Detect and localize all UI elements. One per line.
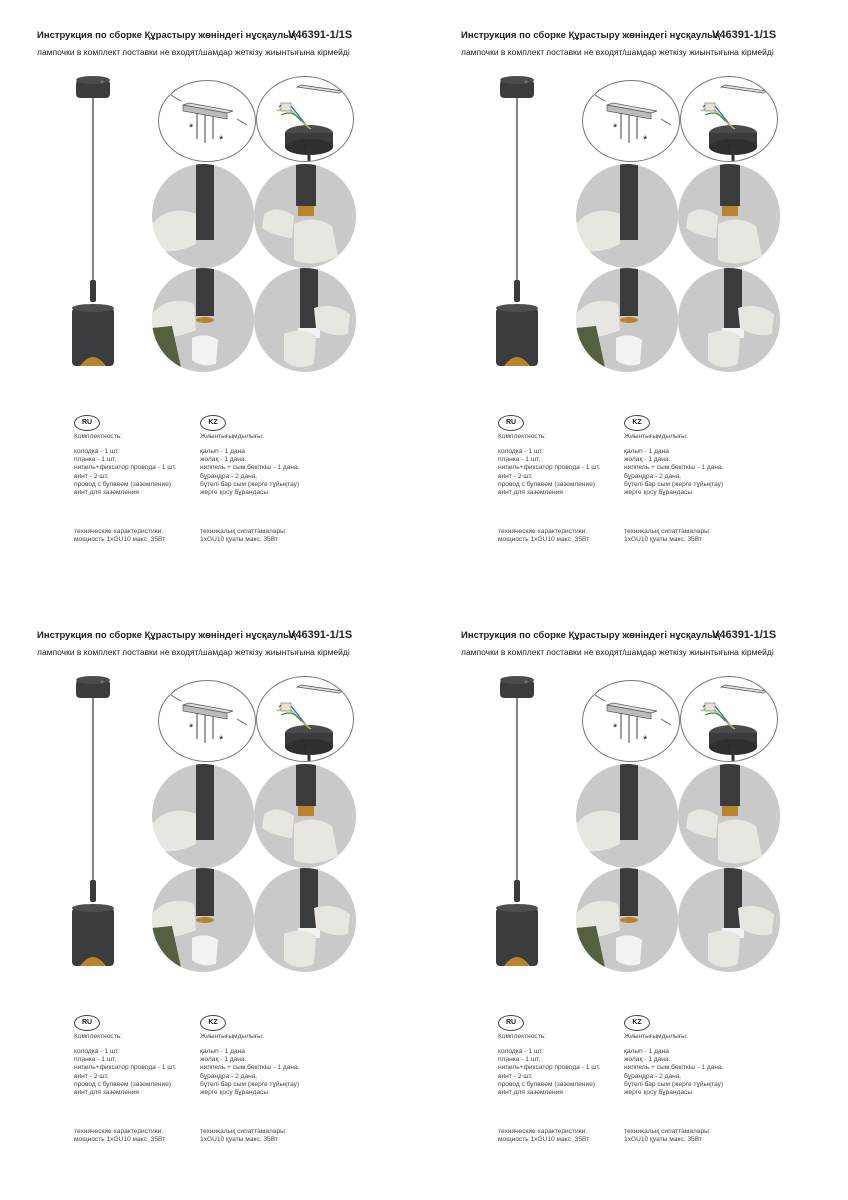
list-item: бүтелі бар сым (жерге тұйықтау) bbox=[624, 1080, 724, 1088]
list-item: ниппель + сым бекіткіш - 1 дана. bbox=[200, 1064, 300, 1072]
step-mark: * bbox=[613, 122, 618, 134]
model-code: V46391-1/1S bbox=[712, 629, 777, 641]
step-mark: * bbox=[643, 734, 648, 746]
tech-heading: технические характеристики: bbox=[498, 528, 588, 535]
list-item: бұрандра - 2 дана. bbox=[200, 472, 258, 480]
tech-heading: технические характеристики: bbox=[74, 1128, 164, 1135]
assembly-photo bbox=[678, 268, 780, 372]
list-item: винт для заземления bbox=[498, 489, 563, 497]
list-item: қалып - 1 дана bbox=[624, 1048, 669, 1055]
list-item: нипель+фиксатор провода - 1 шт. bbox=[74, 1064, 177, 1072]
ru-technical-specs bbox=[498, 528, 589, 544]
wiring-diagram bbox=[680, 676, 778, 762]
kz-contents-heading: Жиынтығымдылығы: bbox=[624, 433, 688, 440]
list-item: жерге қосу бұрандасы bbox=[200, 1089, 269, 1097]
list-item: колодка - 1 шт. bbox=[498, 448, 544, 455]
kz-contents-list bbox=[624, 448, 724, 497]
list-item: планка - 1 шт. bbox=[498, 456, 541, 464]
mounting-plate-diagram bbox=[582, 680, 680, 762]
ru-language-badge: RU bbox=[498, 1015, 524, 1031]
list-item: жерге қосу бұрандасы bbox=[200, 489, 269, 497]
list-item: ниппель + сым бекіткіш - 1 дана. bbox=[624, 1064, 724, 1072]
list-item: нипель+фиксатор провода - 1 шт. bbox=[498, 1064, 601, 1072]
step-mark: * bbox=[219, 134, 224, 146]
assembly-photo bbox=[678, 164, 780, 268]
instruction-copy bbox=[0, 0, 424, 600]
list-item: бұрандра - 2 дана. bbox=[624, 472, 682, 480]
list-item: бүтелі бар сым (жерге тұйықтау) bbox=[200, 480, 300, 488]
list-item: нипель+фиксатор провода - 1 шт. bbox=[498, 464, 601, 472]
bulb-note: лампочки в комплект поставки не входят/шамдар жеткізу жиынтығына кірмейді bbox=[461, 647, 774, 657]
tech-value: мощность 1xGU10 макс. 35Вт bbox=[74, 536, 166, 544]
assembly-photo bbox=[152, 268, 254, 372]
assembly-photo bbox=[254, 268, 356, 372]
kz-contents-heading: Жиынтығымдылығы: bbox=[200, 1033, 264, 1040]
assembly-photo bbox=[576, 164, 678, 268]
ru-technical-specs bbox=[498, 1128, 589, 1144]
pendant-lamp-illustration bbox=[486, 674, 546, 974]
tech-value: 1xGU10 қуаты макс. 35Вт bbox=[200, 536, 278, 544]
tech-heading: техникалық сипаттамалары: bbox=[200, 528, 287, 535]
model-code: V46391-1/1S bbox=[288, 29, 353, 41]
instruction-copy bbox=[424, 600, 848, 1200]
ru-contents-heading: Комплектность: bbox=[74, 433, 122, 440]
step-mark: * bbox=[613, 722, 618, 734]
bulb-note: лампочки в комплект поставки не входят/шамдар жеткізу жиынтығына кірмейді bbox=[37, 47, 350, 57]
mounting-plate-diagram bbox=[158, 80, 256, 162]
tech-heading: техникалық сипаттамалары: bbox=[624, 1128, 711, 1135]
step-mark: * bbox=[189, 722, 194, 734]
pendant-lamp-illustration bbox=[62, 674, 122, 974]
list-item: нипель+фиксатор провода - 1 шт. bbox=[74, 464, 177, 472]
list-item: планка - 1 шт. bbox=[74, 456, 117, 464]
assembly-photo bbox=[254, 164, 356, 268]
ru-language-badge: RU bbox=[74, 1015, 100, 1031]
model-code: V46391-1/1S bbox=[288, 629, 353, 641]
list-item: жерге қосу бұрандасы bbox=[624, 1089, 693, 1097]
pendant-lamp-illustration bbox=[62, 74, 122, 374]
ru-technical-specs bbox=[74, 528, 165, 544]
kz-contents-list bbox=[200, 1048, 300, 1097]
ru-contents-list bbox=[74, 448, 177, 497]
assembly-photo bbox=[576, 764, 678, 868]
kz-contents-heading: Жиынтығымдылығы: bbox=[624, 1033, 688, 1040]
mounting-plate-diagram bbox=[158, 680, 256, 762]
pendant-lamp-illustration bbox=[486, 74, 546, 374]
tech-value: 1xGU10 қуаты макс. 35Вт bbox=[200, 1136, 278, 1144]
list-item: ниппель + сым бекіткіш - 1 дана. bbox=[624, 464, 724, 472]
kz-technical-specs bbox=[624, 1128, 711, 1144]
list-item: колодка - 1 шт. bbox=[498, 1048, 544, 1055]
bulb-note: лампочки в комплект поставки не входят/шамдар жеткізу жиынтығына кірмейді bbox=[37, 647, 350, 657]
list-item: планка - 1 шт. bbox=[498, 1056, 541, 1064]
kz-contents-list bbox=[200, 448, 300, 497]
ru-contents-list bbox=[498, 448, 601, 497]
step-mark: * bbox=[643, 134, 648, 146]
assembly-photo bbox=[254, 868, 356, 972]
step-mark: * bbox=[219, 734, 224, 746]
list-item: қалып - 1 дана bbox=[200, 1048, 245, 1055]
assembly-photo bbox=[152, 164, 254, 268]
list-item: қалып - 1 дана bbox=[624, 448, 669, 455]
kz-technical-specs bbox=[200, 528, 287, 544]
assembly-photo bbox=[576, 268, 678, 372]
kz-language-badge: KZ bbox=[200, 415, 226, 431]
list-item: бүтелі бар сым (жерге тұйықтау) bbox=[624, 480, 724, 488]
ru-contents-list bbox=[498, 1048, 601, 1097]
list-item: провод с булвеем (заземление) bbox=[498, 480, 596, 488]
list-item: винт для заземления bbox=[498, 1089, 563, 1097]
list-item: колодка - 1 шт. bbox=[74, 1048, 120, 1055]
list-item: винт - 2 шт. bbox=[74, 1072, 109, 1080]
tech-value: 1xGU10 қуаты макс. 35Вт bbox=[624, 536, 702, 544]
list-item: винт - 2 шт. bbox=[498, 472, 533, 480]
mounting-plate-diagram bbox=[582, 80, 680, 162]
wiring-diagram bbox=[680, 76, 778, 162]
ru-contents-heading: Комплектность: bbox=[498, 433, 546, 440]
ru-language-badge: RU bbox=[498, 415, 524, 431]
list-item: винт - 2 шт. bbox=[74, 472, 109, 480]
tech-heading: технические характеристики: bbox=[498, 1128, 588, 1135]
instruction-title: Инструкция по сборке Құрастыру жөніндегі нұсқаулық bbox=[461, 30, 720, 41]
list-item: жерге қосу бұрандасы bbox=[624, 489, 693, 497]
tech-heading: техникалық сипаттамалары: bbox=[624, 528, 711, 535]
list-item: винт - 2 шт. bbox=[498, 1072, 533, 1080]
ru-technical-specs bbox=[74, 1128, 165, 1144]
tech-value: мощность 1xGU10 макс. 35Вт bbox=[74, 1136, 166, 1144]
tech-value: мощность 1xGU10 макс. 35Вт bbox=[498, 1136, 590, 1144]
tech-value: мощность 1xGU10 макс. 35Вт bbox=[498, 536, 590, 544]
kz-language-badge: KZ bbox=[624, 415, 650, 431]
kz-technical-specs bbox=[624, 528, 711, 544]
list-item: ниппель + сым бекіткіш - 1 дана. bbox=[200, 464, 300, 472]
model-code: V46391-1/1S bbox=[712, 29, 777, 41]
list-item: жолақ - 1 дана. bbox=[624, 1056, 671, 1064]
tech-heading: технические характеристики: bbox=[74, 528, 164, 535]
ru-contents-heading: Комплектность: bbox=[74, 1033, 122, 1040]
list-item: винт для заземления bbox=[74, 1089, 139, 1097]
list-item: бұрандра - 2 дана. bbox=[624, 1072, 682, 1080]
assembly-photo bbox=[576, 868, 678, 972]
assembly-photo bbox=[678, 868, 780, 972]
kz-language-badge: KZ bbox=[200, 1015, 226, 1031]
list-item: колодка - 1 шт. bbox=[74, 448, 120, 455]
assembly-photo bbox=[678, 764, 780, 868]
list-item: планка - 1 шт. bbox=[74, 1056, 117, 1064]
list-item: бұрандра - 2 дана. bbox=[200, 1072, 258, 1080]
assembly-photo bbox=[254, 764, 356, 868]
instruction-title: Инструкция по сборке Құрастыру жөніндегі нұсқаулық bbox=[37, 630, 296, 641]
ru-language-badge: RU bbox=[74, 415, 100, 431]
assembly-photo bbox=[152, 868, 254, 972]
list-item: жолақ - 1 дана. bbox=[624, 456, 671, 464]
instruction-copy bbox=[0, 600, 424, 1200]
ru-contents-heading: Комплектность: bbox=[498, 1033, 546, 1040]
list-item: бүтелі бар сым (жерге тұйықтау) bbox=[200, 1080, 300, 1088]
bulb-note: лампочки в комплект поставки не входят/шамдар жеткізу жиынтығына кірмейді bbox=[461, 47, 774, 57]
assembly-photo bbox=[152, 764, 254, 868]
instruction-copy bbox=[424, 0, 848, 600]
list-item: провод с булвеем (заземление) bbox=[74, 1080, 172, 1088]
kz-language-badge: KZ bbox=[624, 1015, 650, 1031]
list-item: жолақ - 1 дана. bbox=[200, 456, 247, 464]
instruction-title: Инструкция по сборке Құрастыру жөніндегі нұсқаулық bbox=[461, 630, 720, 641]
tech-value: 1xGU10 қуаты макс. 35Вт bbox=[624, 1136, 702, 1144]
ru-contents-list bbox=[74, 1048, 177, 1097]
list-item: провод с булвеем (заземление) bbox=[498, 1080, 596, 1088]
kz-technical-specs bbox=[200, 1128, 287, 1144]
kz-contents-heading: Жиынтығымдылығы: bbox=[200, 433, 264, 440]
instruction-title: Инструкция по сборке Құрастыру жөніндегі нұсқаулық bbox=[37, 30, 296, 41]
wiring-diagram bbox=[256, 676, 354, 762]
list-item: провод с булвеем (заземление) bbox=[74, 480, 172, 488]
list-item: винт для заземления bbox=[74, 489, 139, 497]
list-item: жолақ - 1 дана. bbox=[200, 1056, 247, 1064]
step-mark: * bbox=[189, 122, 194, 134]
wiring-diagram bbox=[256, 76, 354, 162]
kz-contents-list bbox=[624, 1048, 724, 1097]
list-item: қалып - 1 дана bbox=[200, 448, 245, 455]
tech-heading: техникалық сипаттамалары: bbox=[200, 1128, 287, 1135]
